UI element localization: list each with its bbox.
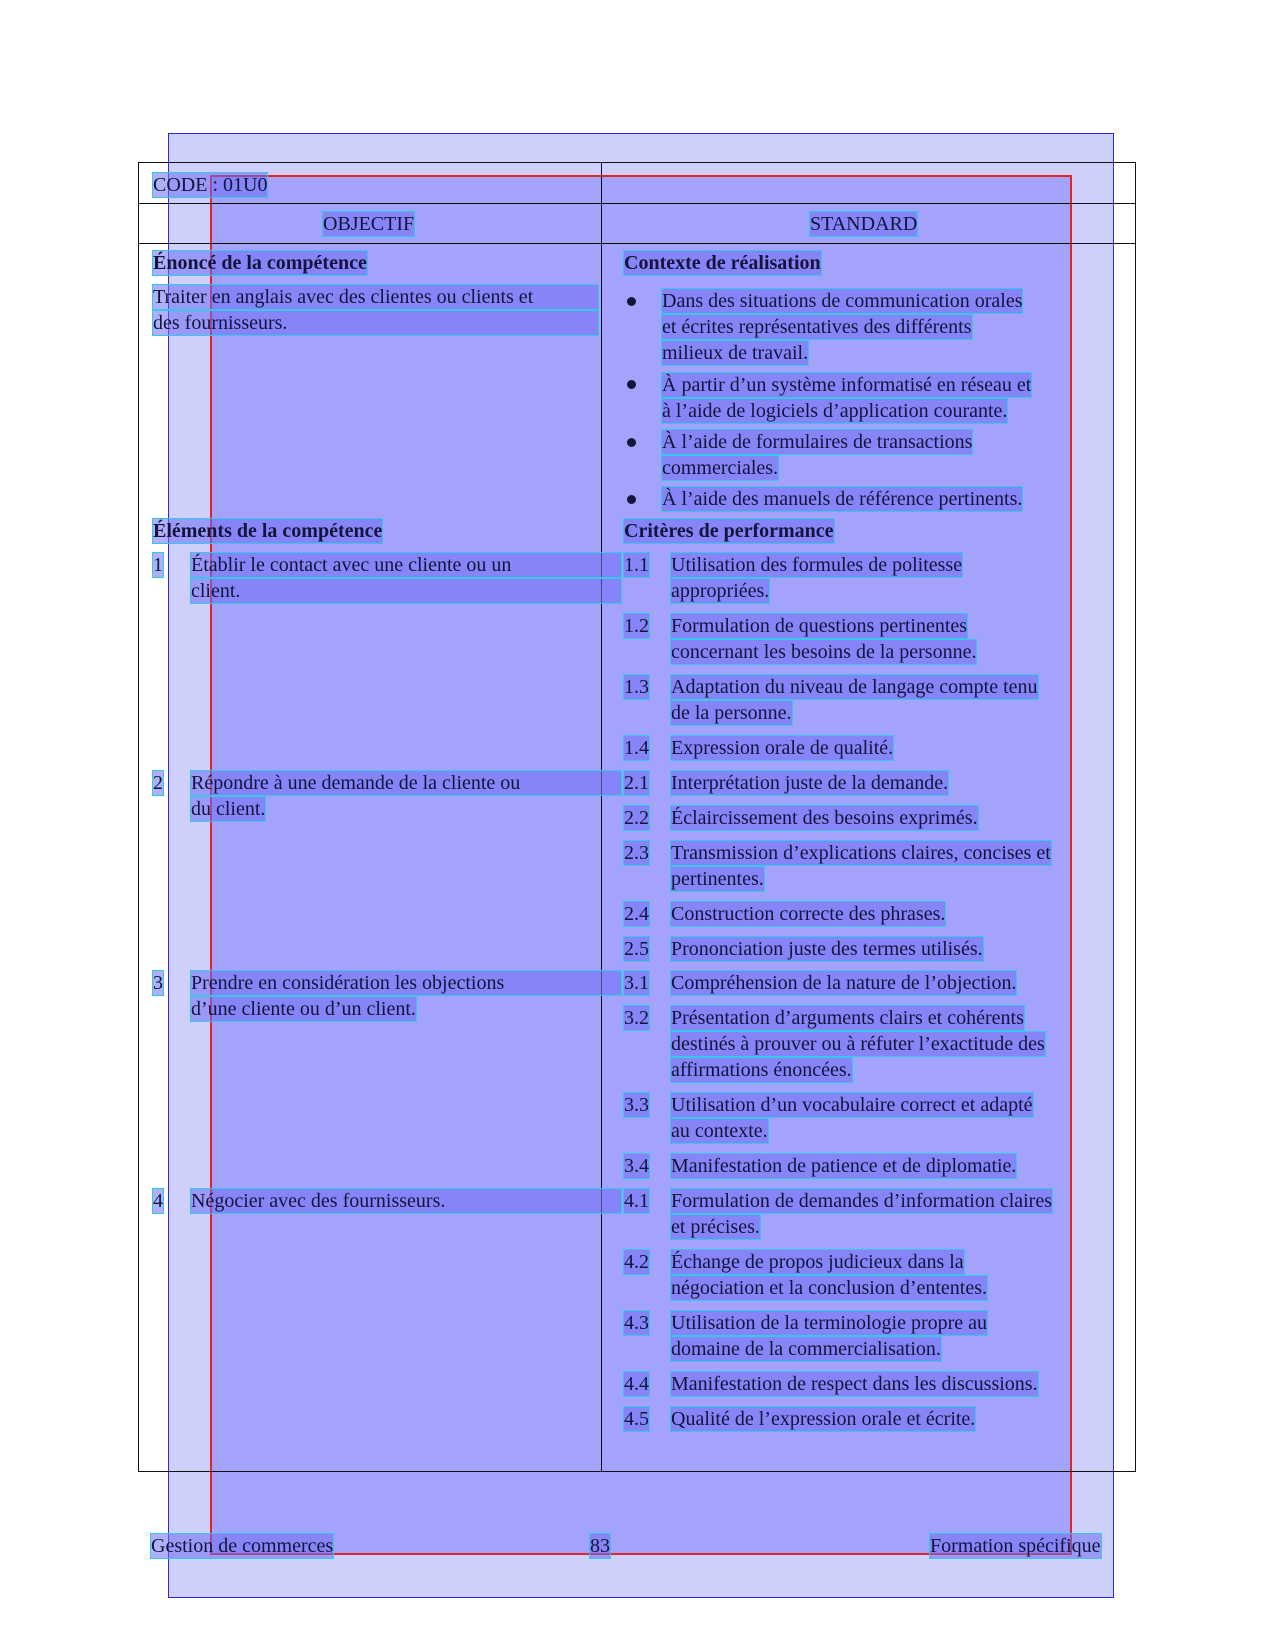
bullet-icon (627, 495, 636, 504)
critere-number: 3.3 (624, 1094, 649, 1116)
critere-number: 2.1 (624, 772, 649, 794)
element-3-line-2: d’une cliente ou d’un client. (191, 998, 416, 1020)
element-2-line-1: Répondre à une demande de la cliente ou (191, 771, 621, 795)
critere-2-1-line-1: Interprétation juste de la demande. (671, 772, 949, 794)
critere-number: 2.2 (624, 807, 649, 829)
element-2-line-2: du client. (191, 798, 266, 820)
contexte-item-1-line-2: et écrites représentatives des différents (662, 316, 972, 338)
critere-4-5-line-1: Qualité de l’expression orale et écrite. (671, 1408, 976, 1430)
contexte-item-3-line-1: À l’aide de formulaires de transactions (662, 431, 973, 453)
code-label: CODE : 01U0 (153, 174, 268, 196)
enonce-line-2: des fournisseurs. (153, 311, 598, 335)
header-divider (139, 203, 1135, 204)
enonce-line-1: Traiter en anglais avec des clientes ou clients et (153, 285, 598, 309)
contexte-item-1-line-3: milieux de travail. (662, 342, 809, 364)
critere-number: 3.4 (624, 1155, 649, 1177)
critere-4-2-line-2: négociation et la conclusion d’ententes. (671, 1277, 988, 1299)
critere-number: 1.3 (624, 676, 649, 698)
critere-2-3-line-2: pertinentes. (671, 868, 764, 890)
bullet-icon (627, 380, 636, 389)
critere-3-3-line-1: Utilisation d’un vocabulaire correct et adapté (671, 1094, 1033, 1116)
critere-3-2-line-3: affirmations énoncées. (671, 1059, 852, 1081)
footer-right: Formation spécifique (930, 1535, 1101, 1557)
critere-3-3-line-2: au contexte. (671, 1120, 768, 1142)
objectif-header: OBJECTIF (323, 213, 415, 235)
contexte-item-2-line-1: À partir d’un système informatisé en réseau et (662, 374, 1032, 396)
critere-number: 3.1 (624, 972, 649, 994)
contexte-title: Contexte de réalisation (624, 252, 821, 274)
header-column-divider (601, 163, 602, 243)
critere-1-3-line-2: de la personne. (671, 702, 792, 724)
critere-number: 2.4 (624, 903, 649, 925)
page-number: 83 (590, 1535, 610, 1557)
contexte-item-3-line-2: commerciales. (662, 457, 779, 479)
contexte-item-1-line-1: Dans des situations de communication orales (662, 290, 1023, 312)
critere-2-5-line-1: Prononciation juste des termes utilisés. (671, 938, 983, 960)
critere-number: 2.3 (624, 842, 649, 864)
critere-number: 4.2 (624, 1251, 649, 1273)
critere-1-3-line-1: Adaptation du niveau de langage compte tenu (671, 676, 1038, 698)
critere-1-4-line-1: Expression orale de qualité. (671, 737, 894, 759)
criteres-title: Critères de performance (624, 520, 834, 542)
element-1-line-1: Établir le contact avec une cliente ou un (191, 553, 621, 577)
element-number: 1 (153, 554, 163, 576)
critere-2-2-line-1: Éclaircissement des besoins exprimés. (671, 807, 978, 829)
critere-2-4-line-1: Construction correcte des phrases. (671, 903, 946, 925)
standard-header: STANDARD (810, 213, 918, 235)
critere-4-4-line-1: Manifestation de respect dans les discussions. (671, 1373, 1038, 1395)
critere-4-1-line-1: Formulation de demandes d’information claires (671, 1190, 1053, 1212)
critere-4-2-line-1: Échange de propos judicieux dans la (671, 1251, 964, 1273)
footer-left: Gestion de commerces (151, 1535, 334, 1557)
critere-number: 4.1 (624, 1190, 649, 1212)
critere-number: 2.5 (624, 938, 649, 960)
critere-number: 3.2 (624, 1007, 649, 1029)
critere-number: 1.1 (624, 554, 649, 576)
bullet-icon (627, 297, 636, 306)
element-number: 2 (153, 772, 163, 794)
critere-1-2-line-1: Formulation de questions pertinentes (671, 615, 968, 637)
contexte-item-4-line-1: À l’aide des manuels de référence pertinents. (662, 488, 1023, 510)
critere-3-2-line-1: Présentation d’arguments clairs et cohérents (671, 1007, 1024, 1029)
critere-number: 1.2 (624, 615, 649, 637)
critere-1-1-line-1: Utilisation des formules de politesse (671, 554, 963, 576)
element-number: 4 (153, 1190, 163, 1212)
bullet-icon (627, 438, 636, 447)
contexte-item-2-line-2: à l’aide de logiciels d’application courante. (662, 400, 1008, 422)
critere-number: 4.3 (624, 1312, 649, 1334)
elements-title: Éléments de la compétence (153, 520, 383, 542)
critere-number: 1.4 (624, 737, 649, 759)
column-header-divider (139, 243, 1135, 244)
critere-1-2-line-2: concernant les besoins de la personne. (671, 641, 977, 663)
element-4-line-1: Négocier avec des fournisseurs. (191, 1189, 621, 1213)
element-3-line-1: Prendre en considération les objections (191, 971, 621, 995)
critere-4-1-line-2: et précises. (671, 1216, 760, 1238)
critere-number: 4.4 (624, 1373, 649, 1395)
critere-3-1-line-1: Compréhension de la nature de l’objection. (671, 972, 1017, 994)
body-column-divider (601, 243, 602, 1471)
enonce-title: Énoncé de la compétence (153, 252, 367, 274)
element-number: 3 (153, 972, 163, 994)
critere-number: 4.5 (624, 1408, 649, 1430)
critere-4-3-line-2: domaine de la commercialisation. (671, 1338, 941, 1360)
critere-4-3-line-1: Utilisation de la terminologie propre au (671, 1312, 988, 1334)
critere-3-4-line-1: Manifestation de patience et de diplomatie. (671, 1155, 1017, 1177)
element-1-line-2: client. (191, 579, 621, 603)
critere-3-2-line-2: destinés à prouver ou à réfuter l’exactitude des (671, 1033, 1045, 1055)
critere-1-1-line-2: appropriées. (671, 580, 770, 602)
critere-2-3-line-1: Transmission d’explications claires, concises et (671, 842, 1051, 864)
